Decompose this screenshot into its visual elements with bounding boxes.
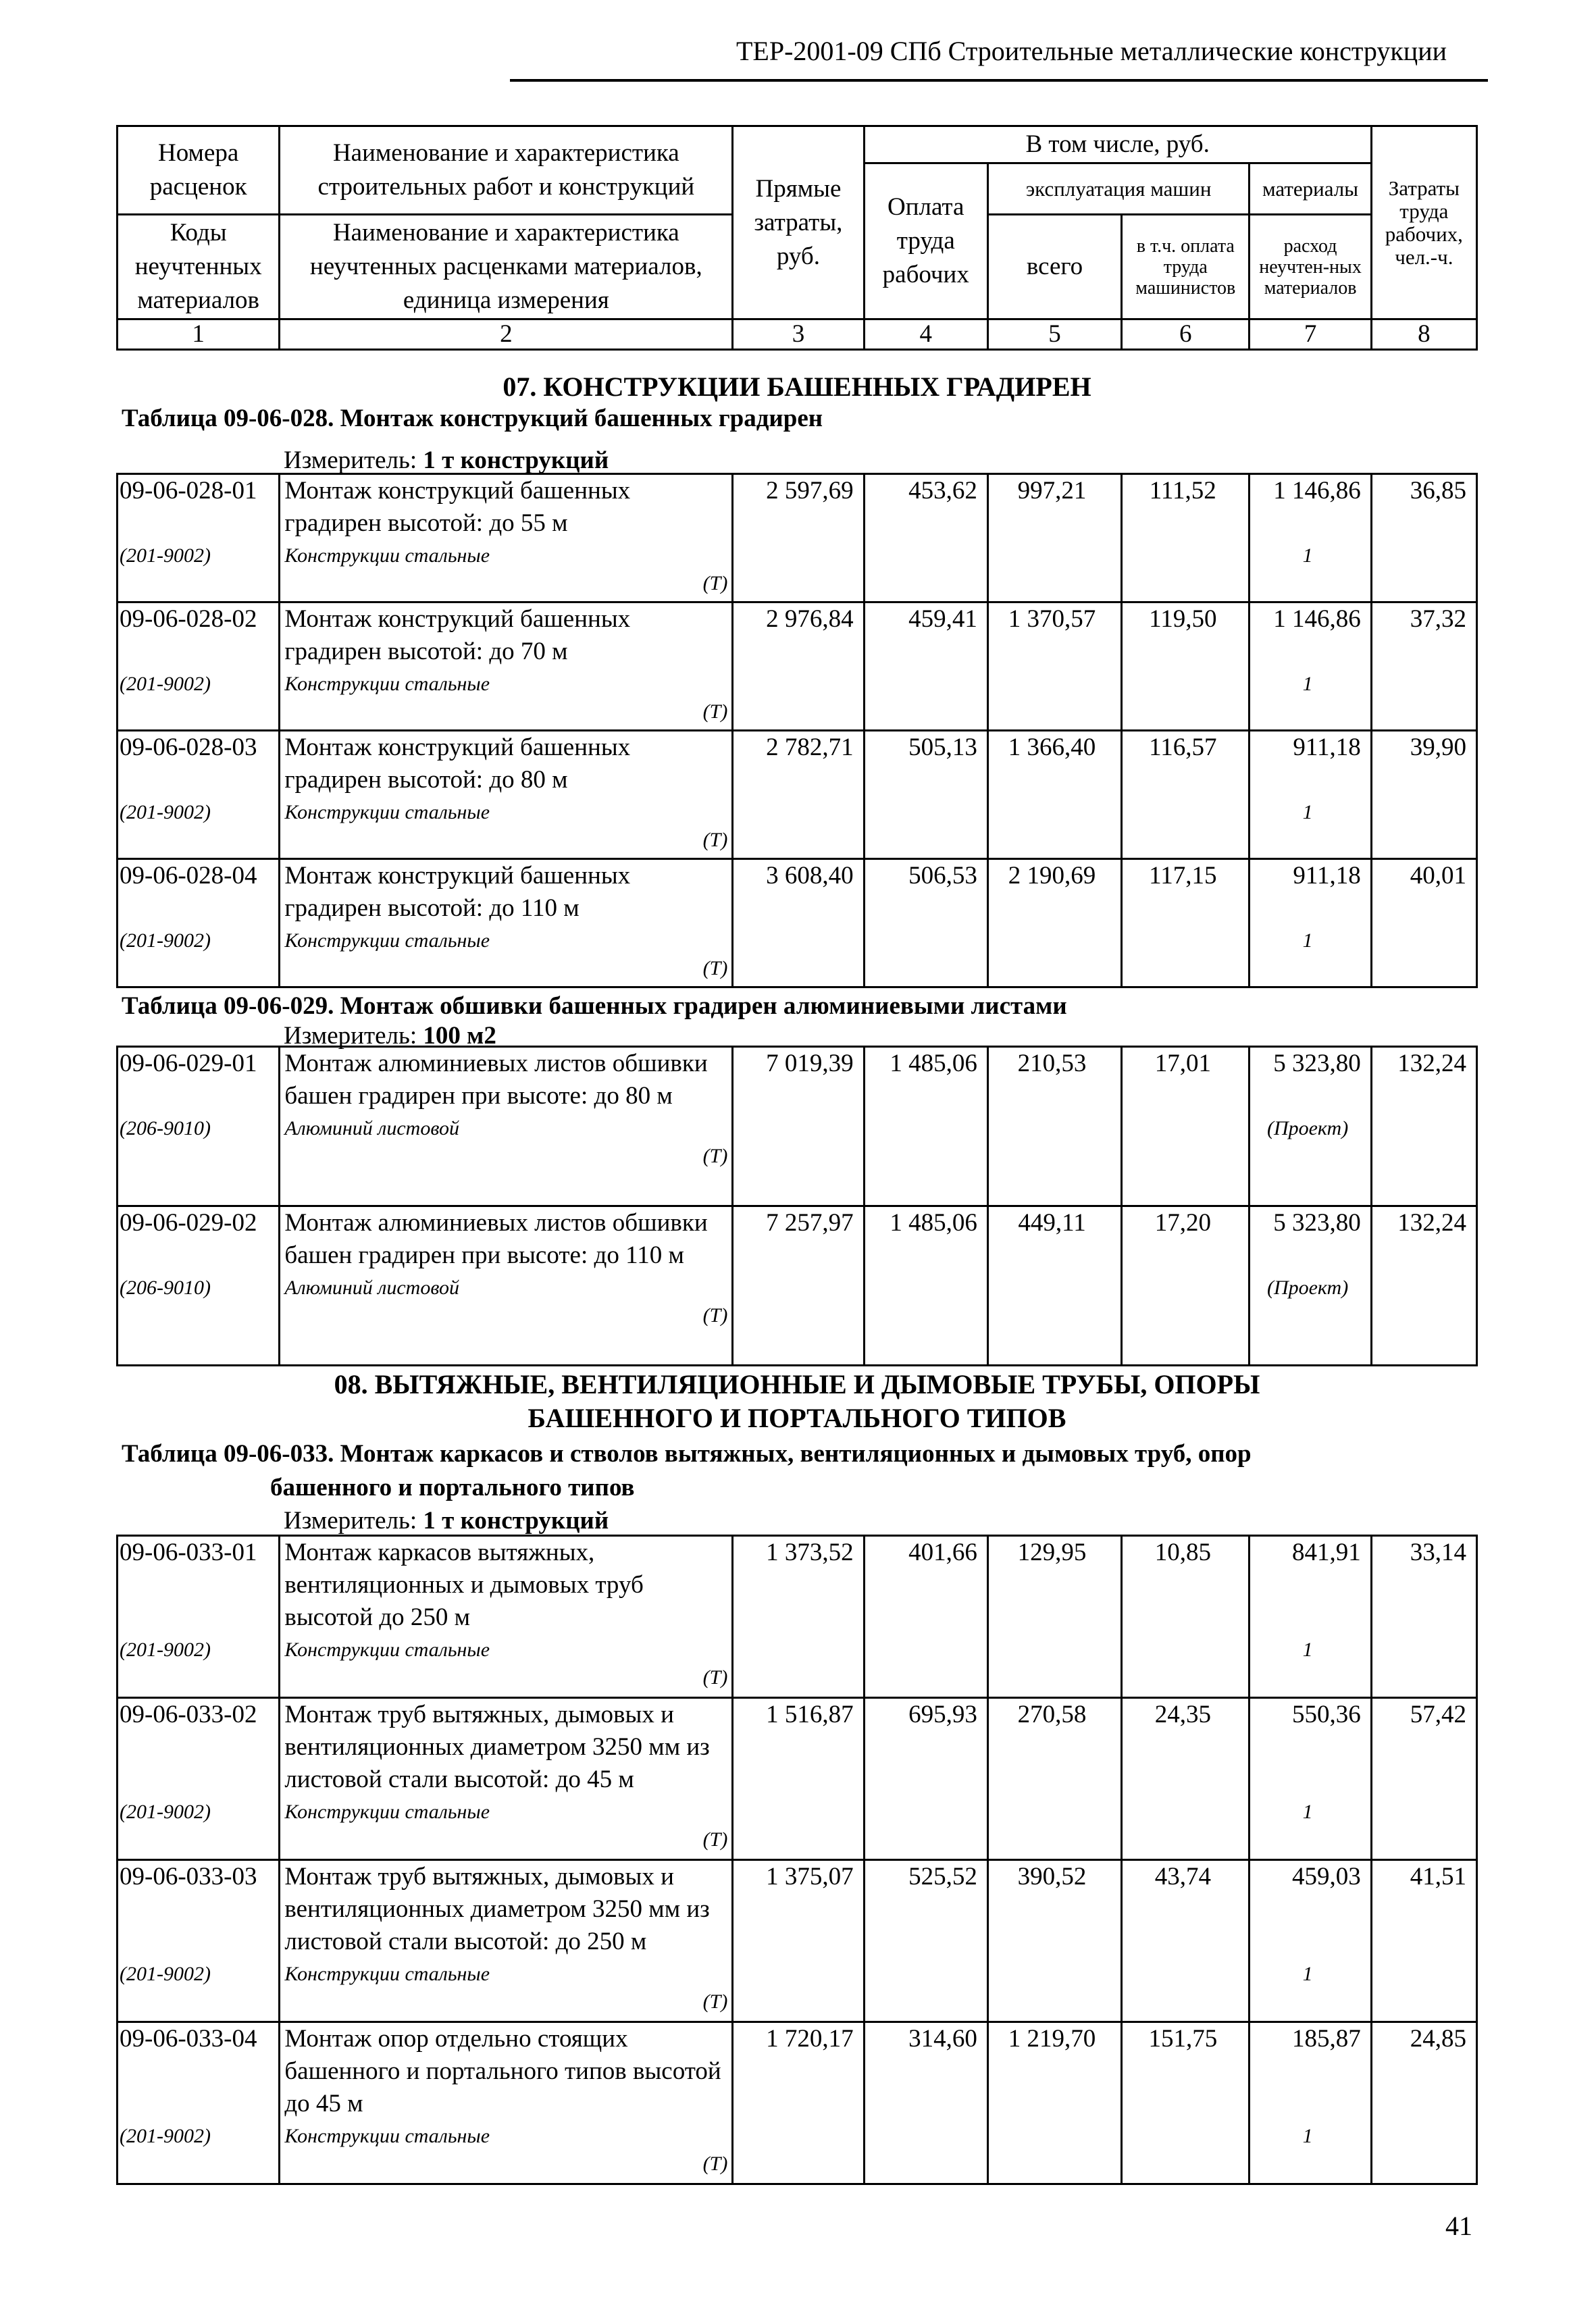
rate-code: 09-06-028-04: [120, 862, 257, 890]
rate-name-cell: [280, 1536, 733, 1698]
rate-name: Монтаж конструкций башенных градирен высотой: до 80 м: [284, 734, 631, 794]
operator-pay: 10,85: [1122, 1536, 1250, 1698]
meter-label: Измеритель:: [284, 446, 417, 474]
materials-cost: 5 323,80: [1273, 1209, 1361, 1237]
meter-label: Измеритель:: [284, 1507, 417, 1535]
materials-cost: 911,18: [1293, 734, 1361, 761]
materials-cell: [1250, 859, 1371, 987]
col-header-direct-costs: Прямые затраты, руб.: [733, 126, 864, 319]
operator-pay: 116,57: [1122, 731, 1250, 859]
rate-name: Монтаж конструкций башенных градирен высотой: до 70 м: [284, 605, 631, 665]
labor-hours: 37,32: [1371, 602, 1476, 731]
rate-code-cell: [118, 602, 280, 731]
rate-name-cell: [280, 2022, 733, 2184]
material-name: Алюминий листовой: [284, 1277, 459, 1299]
rate-name: Монтаж алюминиевых листов обшивки башен градирен при высоте: до 80 м: [284, 1050, 708, 1110]
materials-cost: 911,18: [1293, 862, 1361, 890]
rate-code-cell: [118, 1047, 280, 1206]
col-header-including: В том числе, руб.: [864, 126, 1371, 163]
rate-name-cell: [280, 731, 733, 859]
rate-name: Монтаж опор отдельно стоящих башенного и портального типов высотой до 45 м: [284, 2025, 721, 2117]
unit-mark: (Т): [702, 829, 728, 851]
labor-hours: 40,01: [1371, 859, 1476, 987]
labor-hours: 24,85: [1371, 2022, 1476, 2184]
col-number: 2: [280, 319, 733, 350]
material-code: (201-9002): [120, 1639, 211, 1661]
table-title-text: Таблица 09-06-033. Монтаж каркасов и стволов вытяжных, вентиляционных и дымовых труб, опор: [122, 1440, 1252, 1468]
machines-total: 1 370,57: [987, 602, 1121, 731]
section-title: [116, 1368, 1478, 1435]
materials-cell: [1250, 602, 1371, 731]
machines-total: 129,95: [987, 1536, 1121, 1698]
operator-pay: 17,20: [1122, 1206, 1250, 1366]
labor-pay: 314,60: [864, 2022, 987, 2184]
labor-hours: 41,51: [1371, 1860, 1476, 2022]
unit-mark: (Т): [702, 2153, 728, 2175]
material-quantity: 1: [1302, 1801, 1313, 1823]
table-row: [118, 1047, 1477, 1206]
material-name: Конструкции стальные: [284, 1639, 490, 1661]
material-name: Конструкции стальные: [284, 929, 490, 952]
direct-costs: 2 976,84: [733, 602, 864, 731]
rate-name: Монтаж каркасов вытяжных, вентиляционных и дымовых труб высотой до 250 м: [284, 1539, 644, 1631]
labor-pay: 459,41: [864, 602, 987, 731]
col-header-material-codes: Коды неучтенных материалов: [118, 215, 280, 319]
table-row: [118, 1698, 1477, 1860]
table-title-cont: башенного и портального типов: [270, 1474, 635, 1501]
rate-code-cell: [118, 731, 280, 859]
rate-code: 09-06-029-02: [120, 1209, 257, 1237]
direct-costs: 7 019,39: [733, 1047, 864, 1206]
material-quantity: 1: [1302, 1963, 1313, 1985]
materials-cost: 1 146,86: [1273, 477, 1361, 505]
machines-total: 1 366,40: [987, 731, 1121, 859]
col-header-operator-pay: в т.ч. оплата труда машинистов: [1122, 215, 1250, 319]
direct-costs: 2 597,69: [733, 474, 864, 602]
rate-name: Монтаж алюминиевых листов обшивки башен градирен при высоте: до 110 м: [284, 1209, 708, 1269]
direct-costs: 2 782,71: [733, 731, 864, 859]
rate-code-cell: [118, 859, 280, 987]
operator-pay: 119,50: [1122, 602, 1250, 731]
labor-pay: 453,62: [864, 474, 987, 602]
material-code: (201-9002): [120, 1963, 211, 1985]
direct-costs: 1 375,07: [733, 1860, 864, 2022]
col-header-work-name: Наименование и характеристика строительных работ и конструкций: [280, 126, 733, 215]
labor-hours: 39,90: [1371, 731, 1476, 859]
unit-mark: (Т): [702, 572, 728, 594]
table-row: [118, 1860, 1477, 2022]
rates-table: [116, 1046, 1478, 1366]
materials-cost: 550,36: [1291, 1701, 1361, 1728]
material-quantity: 1: [1302, 801, 1313, 823]
rate-name-cell: [280, 602, 733, 731]
material-name: Конструкции стальные: [284, 673, 490, 695]
labor-hours: 36,85: [1371, 474, 1476, 602]
materials-cost: 5 323,80: [1273, 1050, 1361, 1077]
col-header-rate-numbers: Номера расценок: [118, 126, 280, 215]
direct-costs: 1 720,17: [733, 2022, 864, 2184]
materials-cell: [1250, 474, 1371, 602]
machines-total: 1 219,70: [987, 2022, 1121, 2184]
rate-name-cell: [280, 474, 733, 602]
operator-pay: 117,15: [1122, 859, 1250, 987]
meter-value: 1 т конструкций: [423, 1507, 609, 1535]
col-number: 5: [987, 319, 1121, 350]
labor-pay: 1 485,06: [864, 1047, 987, 1206]
rate-code: 09-06-033-01: [120, 1539, 257, 1566]
materials-cost: 1 146,86: [1273, 605, 1361, 633]
direct-costs: 7 257,97: [733, 1206, 864, 1366]
machines-total: 210,53: [987, 1047, 1121, 1206]
table-row: [118, 602, 1477, 731]
table-row: [118, 2022, 1477, 2184]
rate-name: Монтаж труб вытяжных, дымовых и вентиляционных диаметром 3250 мм из листовой стали высотой: до 45 м: [284, 1701, 710, 1793]
operator-pay: 151,75: [1122, 2022, 1250, 2184]
rate-code-cell: [118, 2022, 280, 2184]
rate-name-cell: [280, 1047, 733, 1206]
column-header-table: [116, 125, 1478, 351]
operator-pay: 17,01: [1122, 1047, 1250, 1206]
labor-pay: 1 485,06: [864, 1206, 987, 1366]
materials-cell: [1250, 1047, 1371, 1206]
table-meter: [284, 446, 609, 475]
material-code: (206-9010): [120, 1277, 211, 1299]
material-name: Конструкции стальные: [284, 2125, 490, 2147]
materials-cost: 841,91: [1291, 1539, 1361, 1566]
section-title: 07. КОНСТРУКЦИИ БАШЕННЫХ ГРАДИРЕН: [503, 371, 1091, 402]
material-quantity: 1: [1302, 1639, 1313, 1661]
unit-mark: (Т): [702, 1828, 728, 1851]
col-header-labor-pay: Оплата труда рабочих: [864, 163, 987, 319]
rate-code-cell: [118, 1206, 280, 1366]
material-code: (201-9002): [120, 1801, 211, 1823]
rate-code: 09-06-028-02: [120, 605, 257, 633]
rate-name-cell: [280, 1698, 733, 1860]
material-quantity: 1: [1302, 544, 1313, 567]
rate-name: Монтаж конструкций башенных градирен высотой: до 55 м: [284, 477, 631, 537]
material-name: Конструкции стальные: [284, 1963, 490, 1985]
table-title: Таблица 09-06-028. Монтаж конструкций башенных градирен: [122, 405, 823, 432]
table-title: Таблица 09-06-029. Монтаж обшивки башенных градирен алюминиевыми листами: [122, 992, 1067, 1020]
unit-mark: (Т): [702, 1304, 728, 1327]
rate-code-cell: [118, 474, 280, 602]
material-quantity: 1: [1302, 2125, 1313, 2147]
col-number: 7: [1250, 319, 1371, 350]
table-row: [118, 731, 1477, 859]
operator-pay: 43,74: [1122, 1860, 1250, 2022]
rate-name-cell: [280, 1206, 733, 1366]
col-header-material-consumption: расход неучтен-ных материалов: [1250, 215, 1371, 319]
operator-pay: 111,52: [1122, 474, 1250, 602]
table-row: [118, 474, 1477, 602]
labor-hours: 132,24: [1371, 1047, 1476, 1206]
section-title-line: 08. ВЫТЯЖНЫЕ, ВЕНТИЛЯЦИОННЫЕ И ДЫМОВЫЕ ТРУБЫ, ОПОРЫ: [334, 1369, 1260, 1399]
unit-mark: (Т): [702, 1145, 728, 1167]
rate-code: 09-06-028-01: [120, 477, 257, 505]
material-quantity: 1: [1302, 929, 1313, 952]
unit-mark: (Т): [702, 1666, 728, 1689]
col-number: 6: [1122, 319, 1250, 350]
materials-cost: 459,03: [1291, 1863, 1361, 1891]
table-row: [118, 1536, 1477, 1698]
labor-pay: 695,93: [864, 1698, 987, 1860]
table-title: [122, 1437, 1252, 1505]
material-code: (201-9002): [120, 801, 211, 823]
material-name: Конструкции стальные: [284, 544, 490, 567]
rate-code: 09-06-033-03: [120, 1863, 257, 1891]
unit-mark: (Т): [702, 1990, 728, 2013]
labor-hours: 33,14: [1371, 1536, 1476, 1698]
section-title-line: БАШЕННОГО И ПОРТАЛЬНОГО ТИПОВ: [527, 1403, 1066, 1433]
meter-value: 1 т конструкций: [423, 446, 609, 474]
rate-name-cell: [280, 1860, 733, 2022]
labor-pay: 525,52: [864, 1860, 987, 2022]
material-code: (206-9010): [120, 1117, 211, 1139]
rate-code-cell: [118, 1698, 280, 1860]
page-header-title: ТЕР-2001-09 СПб Строительные металлические конструкции: [736, 36, 1447, 66]
col-header-labor-hours: Затраты труда рабочих, чел.-ч.: [1371, 126, 1476, 319]
material-code: (201-9002): [120, 2125, 211, 2147]
col-number: 8: [1371, 319, 1476, 350]
materials-cell: [1250, 1536, 1371, 1698]
materials-cell: [1250, 1698, 1371, 1860]
rate-name: Монтаж конструкций башенных градирен высотой: до 110 м: [284, 862, 631, 922]
rate-code-cell: [118, 1860, 280, 2022]
machines-total: 2 190,69: [987, 859, 1121, 987]
materials-cost: 185,87: [1291, 2025, 1361, 2053]
direct-costs: 1 373,52: [733, 1536, 864, 1698]
unit-mark: (Т): [702, 700, 728, 723]
materials-cell: [1250, 1206, 1371, 1366]
header-rule: [510, 79, 1488, 82]
material-code: (201-9002): [120, 544, 211, 567]
col-header-material-names: Наименование и характеристика неучтенных расценками материалов, единица измерения: [280, 215, 733, 319]
table-meter: [284, 1506, 609, 1536]
table-row: [118, 859, 1477, 987]
col-header-machines: эксплуатация машин: [987, 163, 1250, 215]
col-header-machines-total: всего: [987, 215, 1121, 319]
col-number: 3: [733, 319, 864, 350]
material-name: Алюминий листовой: [284, 1117, 459, 1139]
rate-code: 09-06-029-01: [120, 1050, 257, 1077]
labor-pay: 505,13: [864, 731, 987, 859]
rate-code: 09-06-028-03: [120, 734, 257, 761]
rates-table: [116, 473, 1478, 988]
machines-total: 997,21: [987, 474, 1121, 602]
meter-label: Измеритель:: [284, 1022, 417, 1050]
labor-hours: 132,24: [1371, 1206, 1476, 1366]
machines-total: 270,58: [987, 1698, 1121, 1860]
material-quantity: (Проект): [1266, 1117, 1349, 1139]
direct-costs: 3 608,40: [733, 859, 864, 987]
machines-total: 449,11: [987, 1206, 1121, 1366]
materials-cell: [1250, 1860, 1371, 2022]
rate-code-cell: [118, 1536, 280, 1698]
rate-name: Монтаж труб вытяжных, дымовых и вентиляционных диаметром 3250 мм из листовой стали высотой: до 250 м: [284, 1863, 710, 1955]
labor-hours: 57,42: [1371, 1698, 1476, 1860]
rate-code: 09-06-033-04: [120, 2025, 257, 2053]
page-number: 41: [1445, 2211, 1472, 2241]
materials-cell: [1250, 731, 1371, 859]
direct-costs: 1 516,87: [733, 1698, 864, 1860]
material-name: Конструкции стальные: [284, 801, 490, 823]
labor-pay: 401,66: [864, 1536, 987, 1698]
material-code: (201-9002): [120, 929, 211, 952]
table-row: [118, 1206, 1477, 1366]
meter-value: 100 м2: [423, 1022, 496, 1050]
material-name: Конструкции стальные: [284, 1801, 490, 1823]
labor-pay: 506,53: [864, 859, 987, 987]
rate-name-cell: [280, 859, 733, 987]
material-code: (201-9002): [120, 673, 211, 695]
materials-cell: [1250, 2022, 1371, 2184]
material-quantity: 1: [1302, 673, 1313, 695]
col-header-materials: материалы: [1250, 163, 1371, 215]
rates-table: [116, 1535, 1478, 2185]
col-number: 4: [864, 319, 987, 350]
material-quantity: (Проект): [1266, 1277, 1349, 1299]
operator-pay: 24,35: [1122, 1698, 1250, 1860]
unit-mark: (Т): [702, 957, 728, 979]
col-number: 1: [118, 319, 280, 350]
machines-total: 390,52: [987, 1860, 1121, 2022]
rate-code: 09-06-033-02: [120, 1701, 257, 1728]
